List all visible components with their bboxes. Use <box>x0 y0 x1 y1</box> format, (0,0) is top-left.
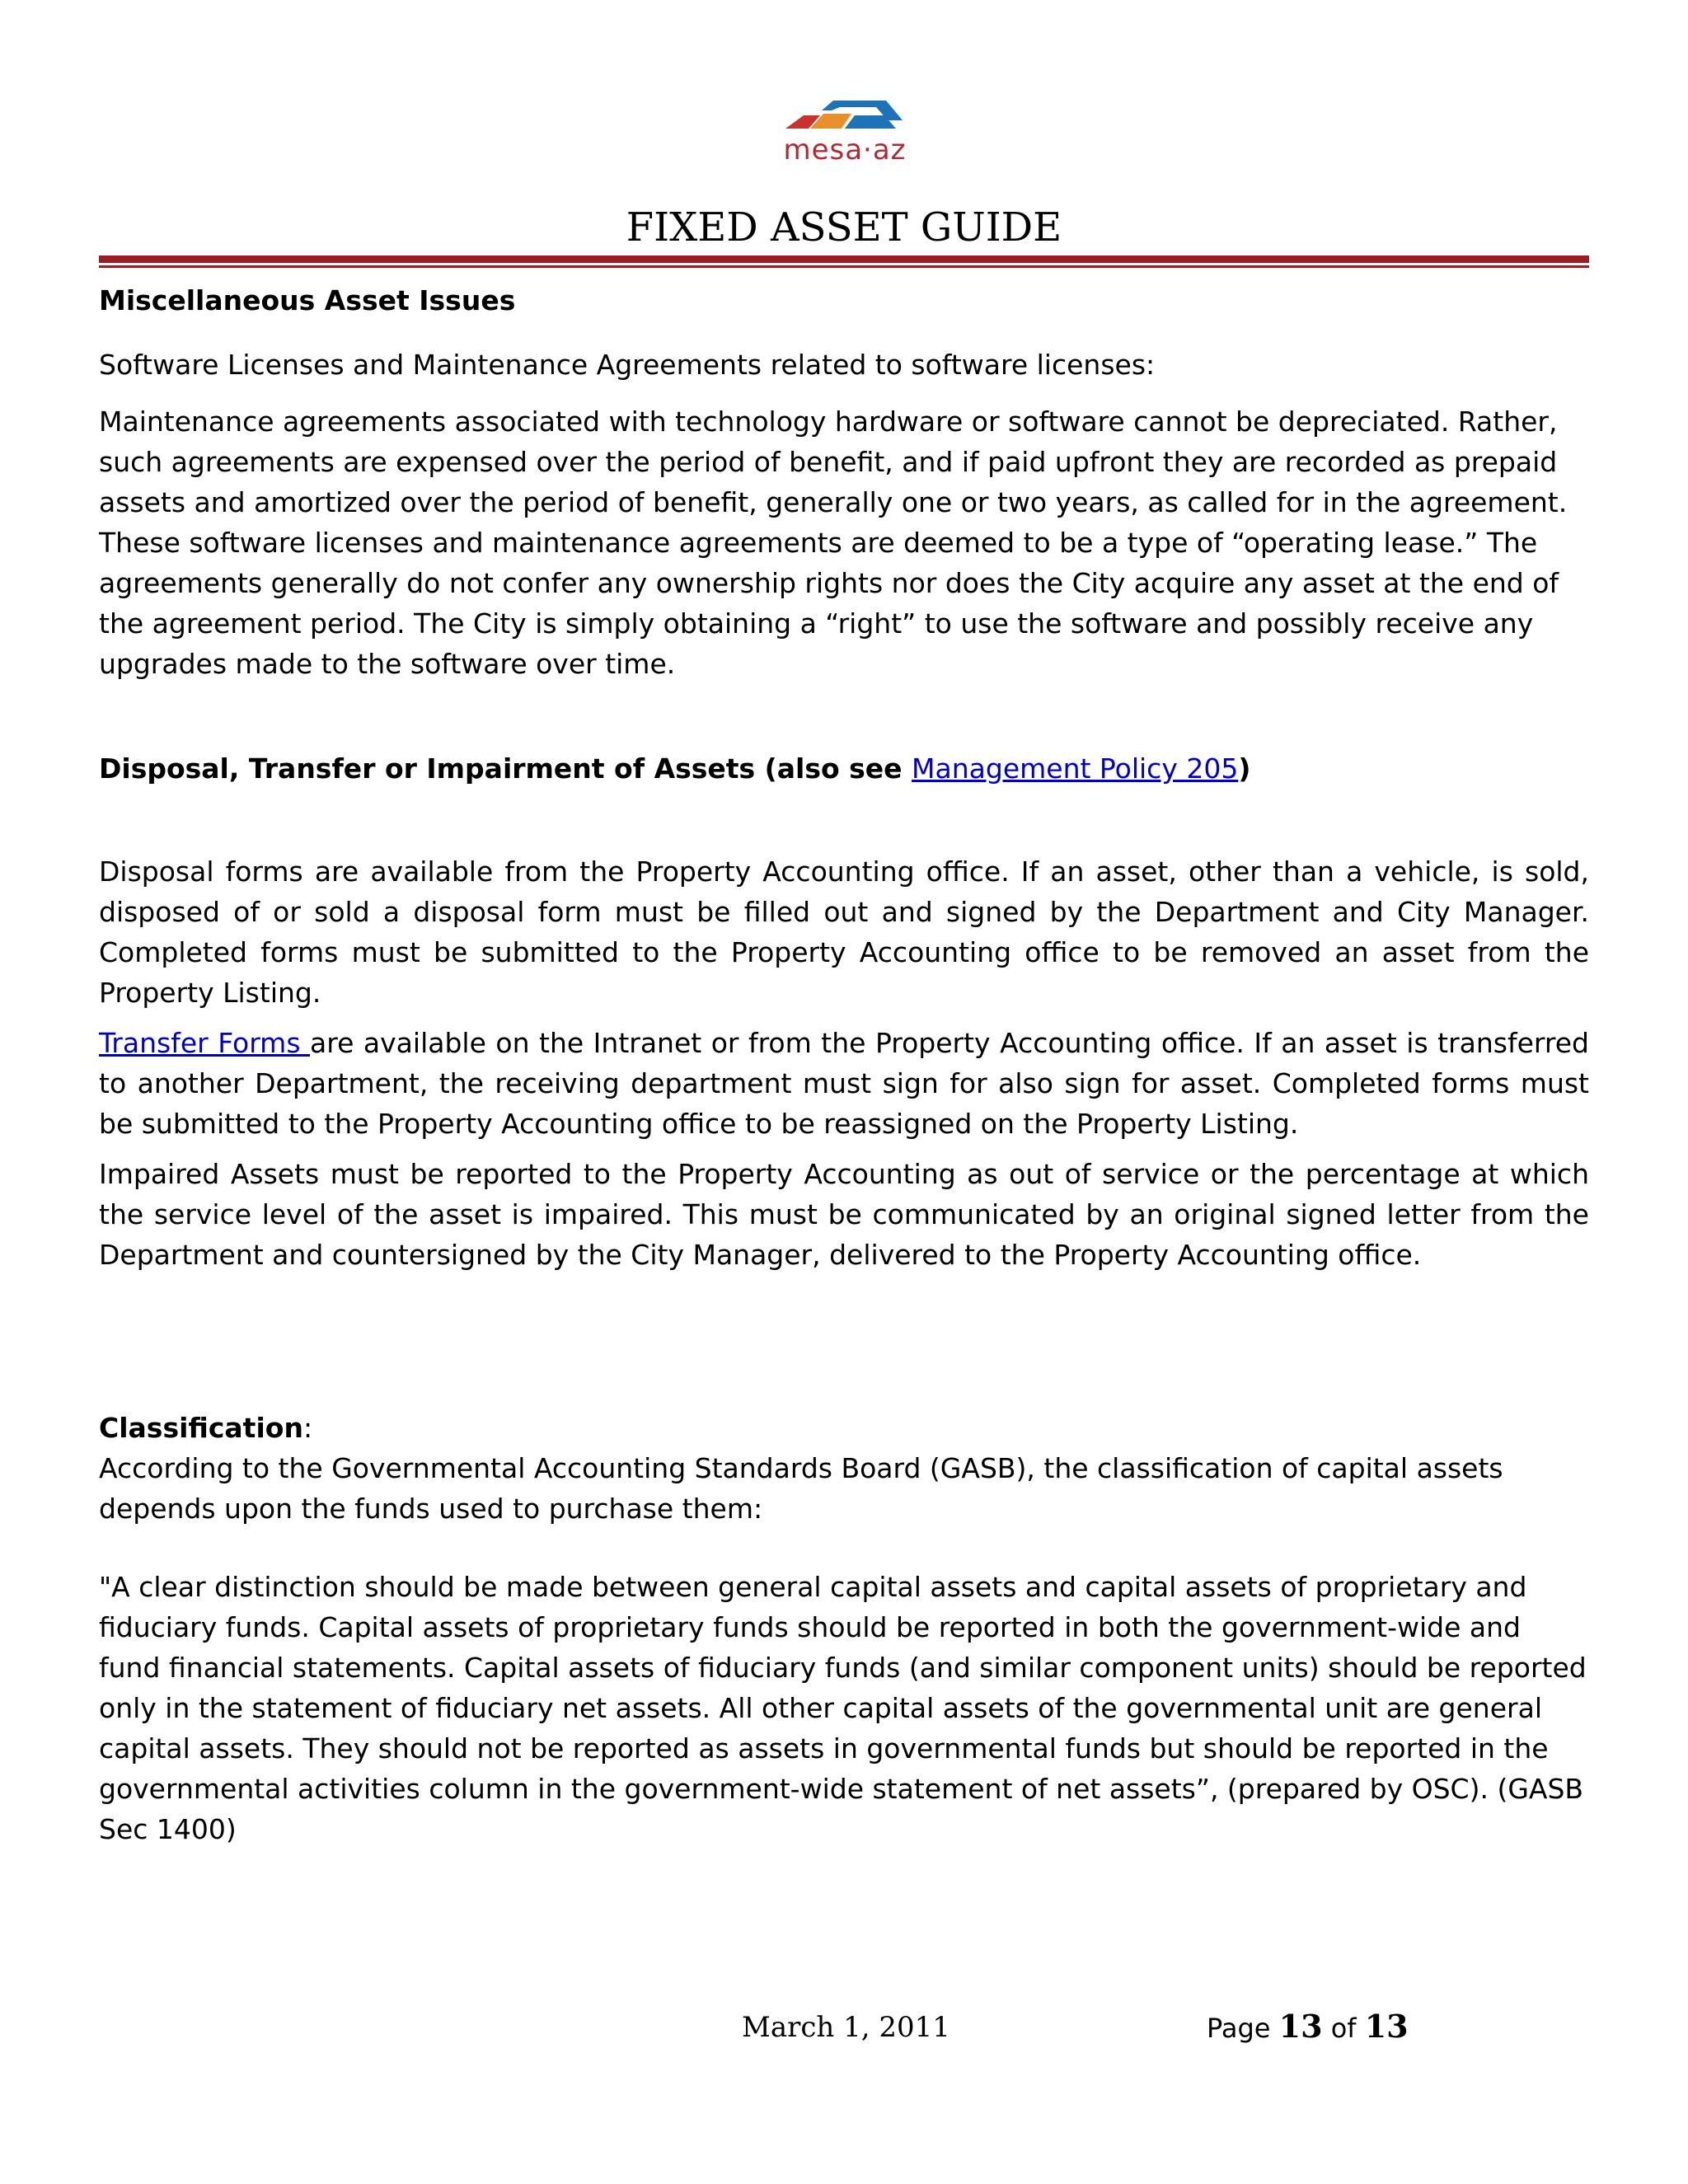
mesa-az-logo <box>779 97 911 166</box>
misc-subheading: Software Licenses and Maintenance Agreements related to software licenses: <box>99 349 1156 381</box>
transfer-paragraph-text: are available on the Intranet or from the Property Accounting office. If an asset is transferred to another Department, the receiving department must sign for also sign for asset. Completed forms must be submitted to the Property Accounting office to be reassigned on the Property Listing. <box>99 1027 1589 1140</box>
header-rule-thick <box>99 255 1589 263</box>
classification-heading-line <box>99 1408 1589 1448</box>
document-body <box>99 280 1589 1849</box>
document-title: FIXED ASSET GUIDE <box>626 204 1062 251</box>
footer-page-current: 13 <box>1278 2008 1323 2045</box>
disposal-paragraph: Disposal forms are available from the Property Accounting office. If an asset, other than a vehicle, is sold, disposed of or sold a disposal form must be filled out and signed by the Department and City Manager. Completed forms must be submitted to the Property Accounting office to be removed an asset from the Property Listing. <box>99 855 1589 1009</box>
disposal-heading-text: Disposal, Transfer or Impairment of Assets (also see <box>99 752 912 785</box>
management-policy-link[interactable]: Management Policy 205 <box>912 752 1239 785</box>
footer-page-total: 13 <box>1364 2008 1409 2045</box>
transfer-paragraph <box>99 1023 1589 1144</box>
footer-page-of: of <box>1322 2013 1365 2044</box>
header-rule-thin <box>99 265 1589 268</box>
classification-colon: : <box>302 1412 313 1444</box>
misc-paragraph: Maintenance agreements associated with technology hardware or software cannot be depreciated. Rather, such agreements are expensed over the period of benefit, and if paid upfront they are recorded as prepaid assets and amortized over the period of benefit, generally one or two years, as called for in the agreement. These software licenses and maintenance agreements are deemed to be a type of “operating lease.” The agreements generally do not confer any ownership rights nor does the City acquire any asset at the end of the agreement period. The City is simply obtaining a “right” to use the software and possibly receive any upgrades made to the software over time. <box>99 405 1568 680</box>
disposal-heading-close: ) <box>1238 752 1251 785</box>
transfer-forms-link[interactable]: Transfer Forms <box>99 1027 311 1059</box>
classification-paragraph: According to the Governmental Accounting Standards Board (GASB), the classification of capital assets depends upon the funds used to purchase them: <box>99 1452 1503 1525</box>
gasb-quote-paragraph: "A clear distinction should be made between general capital assets and capital assets of proprietary and fiduciary funds. Capital assets of proprietary funds should be reported in both the government-wide and fund financial statements. Capital assets of fiduciary funds (and similar component units) should be reported only in the statement of fiduciary net assets. All other capital assets of the governmental unit are general capital assets. They should not be reported as assets in governmental funds but should be reported in the governmental activities column in the government-wide statement of net assets”, (prepared by OSC). (GASB Sec 1400) <box>99 1571 1587 1845</box>
footer-page-label: Page <box>1207 2013 1279 2044</box>
classification-heading: Classification <box>99 1412 303 1444</box>
logo-mark-icon <box>779 97 911 134</box>
impaired-paragraph: Impaired Assets must be reported to the Property Accounting as out of service or the percentage at which the service level of the asset is impaired. This must be communicated by an original signed letter from the Department and countersigned by the City Manager, delivered to the Property Accounting office. <box>99 1158 1589 1271</box>
misc-heading: Miscellaneous Asset Issues <box>99 284 516 316</box>
footer-date: March 1, 2011 <box>742 2011 950 2044</box>
footer-page-number <box>1207 2008 1409 2045</box>
disposal-heading <box>99 748 1589 789</box>
logo-text: mesa·az <box>783 134 907 166</box>
